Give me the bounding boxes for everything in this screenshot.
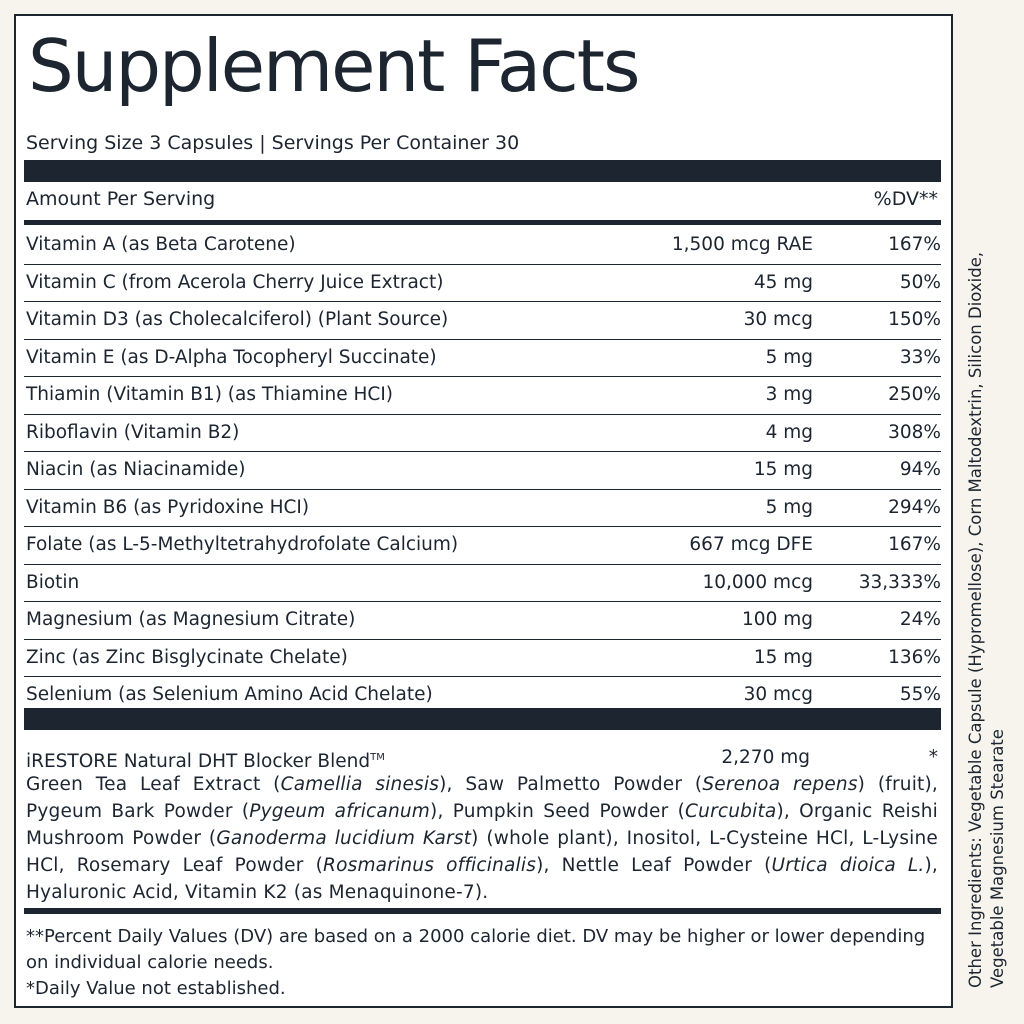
nutrient-dv: 167% bbox=[888, 234, 941, 255]
ingredient-text: Green Tea Leaf Extract ( bbox=[26, 774, 281, 795]
nutrient-dv: 167% bbox=[888, 534, 941, 555]
other-ingredients-line-2: Vegetable Magnesium Stearate bbox=[988, 729, 1007, 988]
nutrient-row bbox=[24, 227, 941, 265]
ingredient-text: ), Organic Reishi Mushroom Powder ( bbox=[26, 801, 938, 849]
botanical-name: Camellia sinesis bbox=[280, 774, 440, 795]
nutrient-name: Vitamin B6 (as Pyridoxine HCI) bbox=[26, 496, 310, 518]
ingredient-text: ) (whole plant), Inositol, L-Cysteine HCl, L-Lysine HCl, Rosemary Leaf Powder ( bbox=[26, 828, 939, 876]
nutrient-row bbox=[24, 527, 941, 565]
nutrient-amount: 3 mg bbox=[765, 384, 813, 405]
ingredient-text: ), Hyaluronic Acid, Vitamin K2 (as Menaquinone-7). bbox=[26, 855, 938, 903]
nutrient-amount: 45 mg bbox=[753, 271, 813, 293]
botanical-name: Ganoderma lucidium Karst bbox=[216, 828, 472, 849]
divider-thick-mid bbox=[24, 708, 941, 730]
nutrient-dv: 50% bbox=[899, 271, 941, 293]
amount-per-serving-label: Amount Per Serving bbox=[26, 188, 216, 210]
other-ingredients-line-1: Other Ingredients: Vegetable Capsule (Hypromellose), Corn Maltodextrin, Silicon Dioxide, bbox=[966, 251, 985, 988]
nutrient-name: Biotin bbox=[26, 571, 80, 593]
ingredient-text: ), Pumpkin Seed Powder ( bbox=[430, 801, 686, 822]
footnotes bbox=[26, 924, 936, 1002]
botanical-name: Rosmarinus officinalis bbox=[323, 855, 537, 876]
footnote-not-established: *Daily Value not established. bbox=[26, 978, 286, 999]
nutrient-row bbox=[24, 265, 941, 303]
nutrient-dv: 150% bbox=[888, 309, 941, 330]
nutrient-name: Zinc (as Zinc Bisglycinate Chelate) bbox=[26, 646, 348, 668]
nutrient-row bbox=[24, 302, 941, 340]
nutrient-amount: 30 mcg bbox=[743, 684, 813, 705]
nutrient-name: Riboflavin (Vitamin B2) bbox=[26, 421, 240, 443]
nutrient-row bbox=[24, 340, 941, 378]
nutrient-rows bbox=[24, 227, 941, 714]
trademark-mark: TM bbox=[370, 752, 385, 763]
nutrient-row bbox=[24, 490, 941, 528]
divider-thick-bottom bbox=[24, 908, 941, 914]
nutrient-amount: 667 mcg DFE bbox=[689, 534, 813, 555]
nutrient-dv: 308% bbox=[888, 421, 941, 443]
nutrient-name: Vitamin C (from Acerola Cherry Juice Extract) bbox=[26, 271, 444, 293]
supplement-facts-panel bbox=[14, 14, 953, 1008]
nutrient-row bbox=[24, 640, 941, 678]
ingredient-text: ), Saw Palmetto Powder ( bbox=[439, 774, 703, 795]
nutrient-dv: 94% bbox=[899, 459, 941, 480]
nutrient-row bbox=[24, 452, 941, 490]
botanical-name: Urtica dioica L. bbox=[771, 855, 925, 876]
nutrient-name: Niacin (as Niacinamide) bbox=[26, 459, 246, 480]
divider-thick-top bbox=[24, 162, 941, 182]
nutrient-amount: 100 mg bbox=[742, 609, 813, 630]
botanical-name: Serenoa repens bbox=[702, 774, 858, 795]
nutrient-name: Selenium (as Selenium Amino Acid Chelate) bbox=[26, 684, 433, 705]
nutrient-dv: 33,333% bbox=[858, 571, 941, 593]
ingredient-text: ) (fruit), Pygeum Bark Powder ( bbox=[26, 774, 938, 822]
blend-name-text: iRESTORE Natural DHT Blocker Blend bbox=[26, 751, 371, 773]
nutrient-dv: 24% bbox=[899, 609, 941, 630]
nutrient-name: Magnesium (as Magnesium Citrate) bbox=[26, 609, 356, 630]
botanical-name: Curcubita bbox=[685, 801, 777, 822]
nutrient-dv: 33% bbox=[899, 346, 941, 368]
nutrient-amount: 15 mg bbox=[753, 459, 813, 480]
nutrient-dv: 294% bbox=[888, 496, 941, 518]
nutrient-name: Vitamin A (as Beta Carotene) bbox=[26, 234, 296, 255]
nutrient-row bbox=[24, 602, 941, 640]
nutrient-row bbox=[24, 415, 941, 453]
nutrient-name: Vitamin D3 (as Cholecalciferol) (Plant Source) bbox=[26, 309, 449, 330]
blend-dv: * bbox=[928, 747, 938, 768]
nutrient-amount: 5 mg bbox=[765, 346, 813, 368]
table-header bbox=[26, 188, 938, 218]
nutrient-dv: 136% bbox=[888, 646, 941, 668]
nutrient-amount: 1,500 mcg RAE bbox=[671, 234, 813, 255]
nutrient-amount: 5 mg bbox=[765, 496, 813, 518]
nutrient-amount: 15 mg bbox=[753, 646, 813, 668]
botanical-name: Pygeum africanum bbox=[249, 801, 431, 822]
serving-info: Serving Size 3 Capsules | Servings Per Container 30 bbox=[26, 132, 520, 154]
blend-ingredients bbox=[26, 771, 938, 906]
dv-header: %DV** bbox=[873, 188, 938, 210]
nutrient-amount: 10,000 mcg bbox=[702, 571, 813, 593]
nutrient-row bbox=[24, 565, 941, 603]
nutrient-name: Vitamin E (as D-Alpha Tocopheryl Succinate) bbox=[26, 346, 437, 368]
nutrient-dv: 250% bbox=[888, 384, 941, 405]
ingredient-text: ), Nettle Leaf Powder ( bbox=[536, 855, 772, 876]
nutrient-name: Folate (as L-5-Methyltetrahydrofolate Calcium) bbox=[26, 534, 459, 555]
blend-amount: 2,270 mg bbox=[721, 747, 810, 768]
nutrient-amount: 4 mg bbox=[765, 421, 813, 443]
panel-title: Supplement Facts bbox=[28, 24, 639, 108]
nutrient-name: Thiamin (Vitamin B1) (as Thiamine HCI) bbox=[26, 384, 394, 405]
other-ingredients bbox=[965, 88, 1009, 988]
divider-medium bbox=[24, 220, 941, 225]
nutrient-dv: 55% bbox=[899, 684, 941, 705]
nutrient-amount: 30 mcg bbox=[743, 309, 813, 330]
footnote-dv: **Percent Daily Values (DV) are based on a 2000 calorie diet. DV may be higher or lower depending on individual calorie needs. bbox=[26, 926, 926, 973]
nutrient-row bbox=[24, 377, 941, 415]
